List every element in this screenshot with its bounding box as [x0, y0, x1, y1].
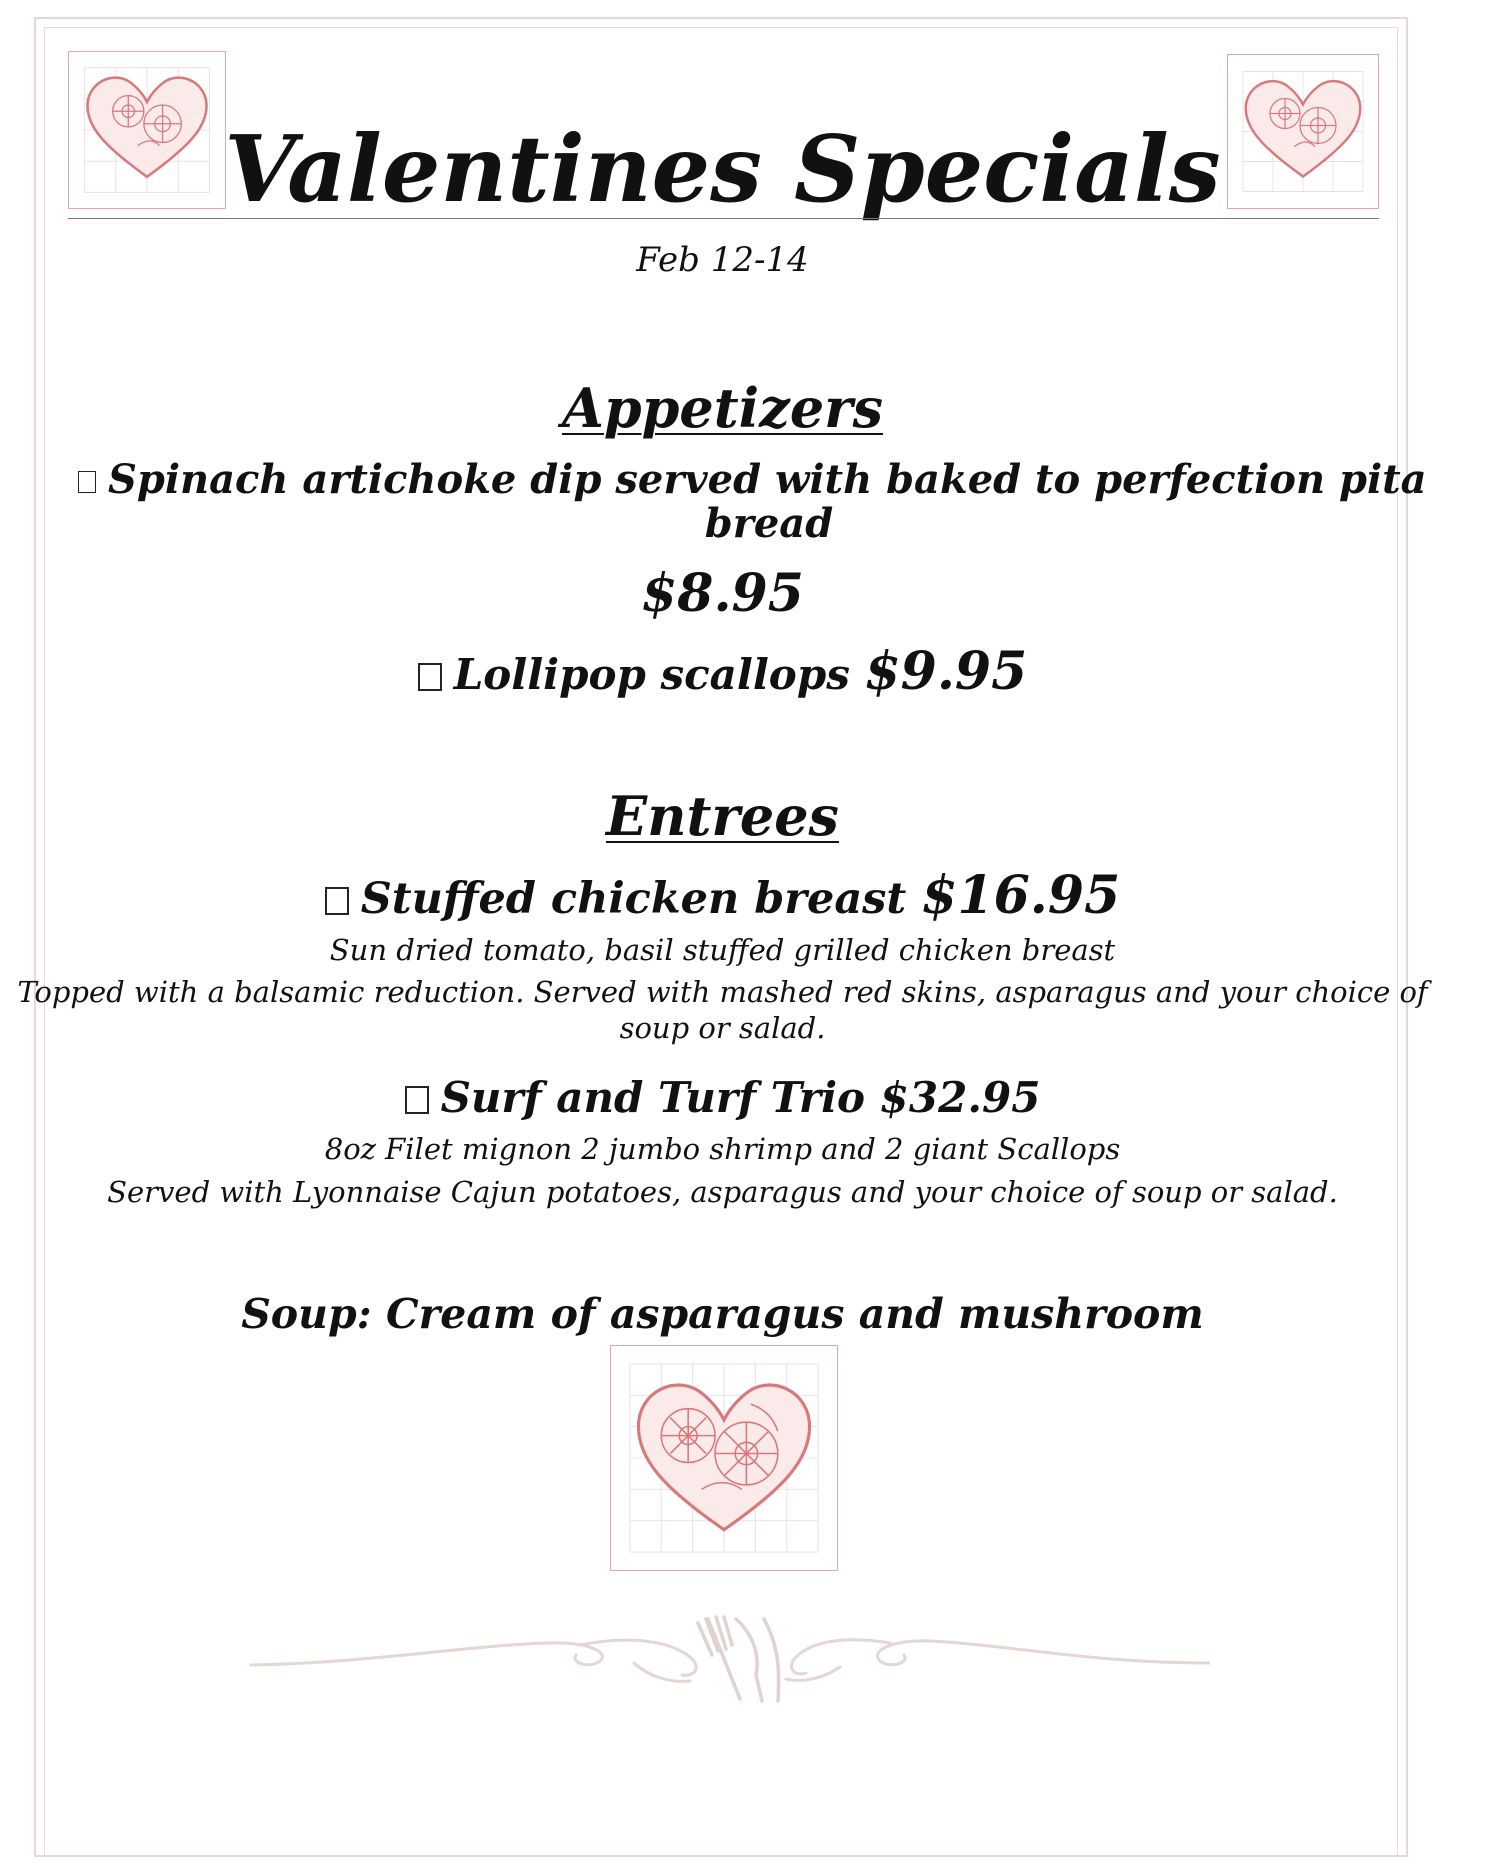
appetizer-item-spinach-line2: bread — [704, 500, 834, 547]
bullet-box-icon — [78, 471, 96, 493]
heart-decoration-bottom — [610, 1345, 838, 1571]
appetizer-price-lollipop: $9.95 — [864, 641, 1028, 702]
bullet-box-icon — [418, 663, 442, 691]
entree-description: Sun dried tomato, basil stuffed grilled chicken breast — [329, 933, 1116, 967]
entrees-heading: Entrees — [606, 784, 839, 848]
entree-description: Topped with a balsamic reduction. Served with mashed red skins, asparagus and your choice of — [17, 975, 1428, 1009]
entree-item-chicken: Stuffed chicken breast $16.95 — [0, 864, 1445, 931]
entree-item-surf-turf: Surf and Turf Trio $32.95 — [0, 1068, 1445, 1128]
menu-title: Valentines Specials — [224, 115, 1221, 223]
appetizer-item-lollipop: Lollipop scallops $9.95 — [0, 640, 1445, 707]
entree-price-chicken: $16.95 — [921, 865, 1121, 926]
entree-price-surf-turf: $32.95 — [879, 1073, 1041, 1122]
appetizers-heading: Appetizers — [561, 376, 884, 440]
soup-of-the-day: Soup: Cream of asparagus and mushroom — [241, 1290, 1204, 1338]
entree-description: 8oz Filet mignon 2 jumbo shrimp and 2 giant Scallops — [324, 1132, 1121, 1166]
cutlery-flourish-decoration — [250, 1605, 1210, 1715]
heart-icon — [611, 1346, 837, 1570]
appetizer-price-spinach: $8.95 — [641, 563, 804, 624]
entree-description: soup or salad. — [619, 1011, 826, 1045]
entree-description: Served with Lyonnaise Cajun potatoes, asparagus and your choice of soup or salad. — [107, 1175, 1338, 1209]
bullet-box-icon — [325, 887, 349, 915]
title-divider — [68, 218, 1379, 219]
date-range: Feb 12-14 — [636, 240, 809, 280]
bullet-box-icon — [405, 1086, 429, 1114]
appetizer-item-spinach: Spinach artichoke dip served with baked to perfection pita — [78, 456, 1408, 504]
